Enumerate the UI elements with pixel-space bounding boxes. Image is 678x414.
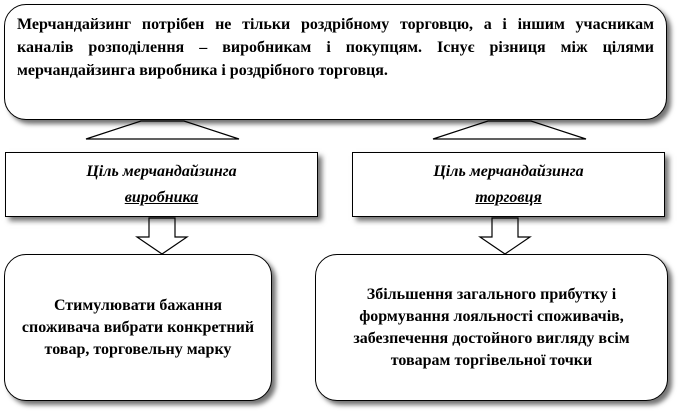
goal-retailer-box bbox=[352, 152, 665, 217]
retailer-result-text: Збільшення загального прибутку і формування лояльності споживачів, забезпечення достойного вигляду всім товарам торгівельної точки bbox=[353, 285, 630, 369]
down-arrow-left bbox=[137, 218, 187, 254]
retailer-result-box bbox=[315, 254, 668, 401]
intro-text: Мерчандайзинг потрібен не тільки роздрібному торговцю, а і іншим учасникам каналів розподілення – виробникам і покупцям. Існує різниця між цілями мерчандайзинга виробника і роздрібного торговця. bbox=[17, 16, 654, 79]
goal-manufacturer-box bbox=[5, 152, 318, 217]
goal-retailer-line1: Ціль мерчандайзинга bbox=[433, 162, 584, 180]
intro-box bbox=[4, 4, 667, 120]
up-arrow-left bbox=[86, 121, 239, 139]
manufacturer-result-box bbox=[4, 254, 272, 401]
goal-retailer-line2: торговця bbox=[475, 188, 542, 206]
goal-manufacturer-line2: виробника bbox=[124, 188, 199, 206]
down-arrow-right bbox=[480, 218, 530, 254]
goal-manufacturer-line1: Ціль мерчандайзинга bbox=[86, 162, 237, 180]
manufacturer-result-text: Стимулювати бажання споживача вибрати конкретний товар, торговельну марку bbox=[21, 296, 255, 358]
up-arrow-right bbox=[433, 121, 586, 139]
